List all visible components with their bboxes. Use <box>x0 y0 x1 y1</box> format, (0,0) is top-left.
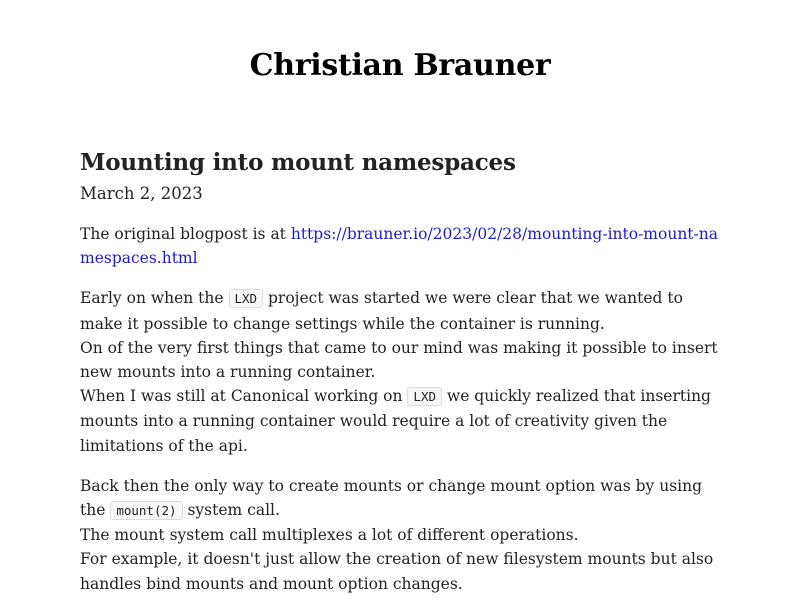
intro-paragraph <box>80 222 720 270</box>
paragraph-text: we quickly realized that inserting mounts into a running container would require a lot of creativity given the limitations of the api. <box>80 387 711 455</box>
inline-code-mount: mount(2) <box>110 501 182 520</box>
paragraph-lxd <box>80 286 720 457</box>
paragraph-text: The mount system call multiplexes a lot of different operations. <box>80 526 579 545</box>
paragraph-text: Back then the only way to create mounts or change mount option was by using the <box>80 476 703 520</box>
intro-text: The original blogpost is at <box>80 225 291 243</box>
post-date: March 2, 2023 <box>80 184 203 203</box>
original-post-link[interactable]: https://brauner.io/2023/02/28/mounting-into-mount-namespaces.html <box>80 225 718 268</box>
inline-code-lxd: LXD <box>229 289 264 308</box>
paragraph-text: Early on when the <box>80 289 229 308</box>
paragraph-text: On of the very first things that came to our mind was making it possible to insert new mounts into a running container. <box>80 338 718 382</box>
blog-post <box>80 148 720 596</box>
paragraph-text: For example, it doesn't just allow the creation of new filesystem mounts but also handles bind mounts and mount option changes. <box>80 550 714 593</box>
paragraph-text: system call. <box>182 501 280 520</box>
inline-code-lxd: LXD <box>407 387 442 406</box>
site-title[interactable]: Christian Brauner <box>249 48 551 83</box>
post-title[interactable]: Mounting into mount namespaces <box>80 149 516 176</box>
paragraph-text: When I was still at Canonical working on <box>80 387 408 406</box>
paragraph-mount <box>80 474 720 596</box>
paragraph-text: project was started we were clear that we wanted to make it possible to change settings while the container is running. <box>80 289 683 333</box>
